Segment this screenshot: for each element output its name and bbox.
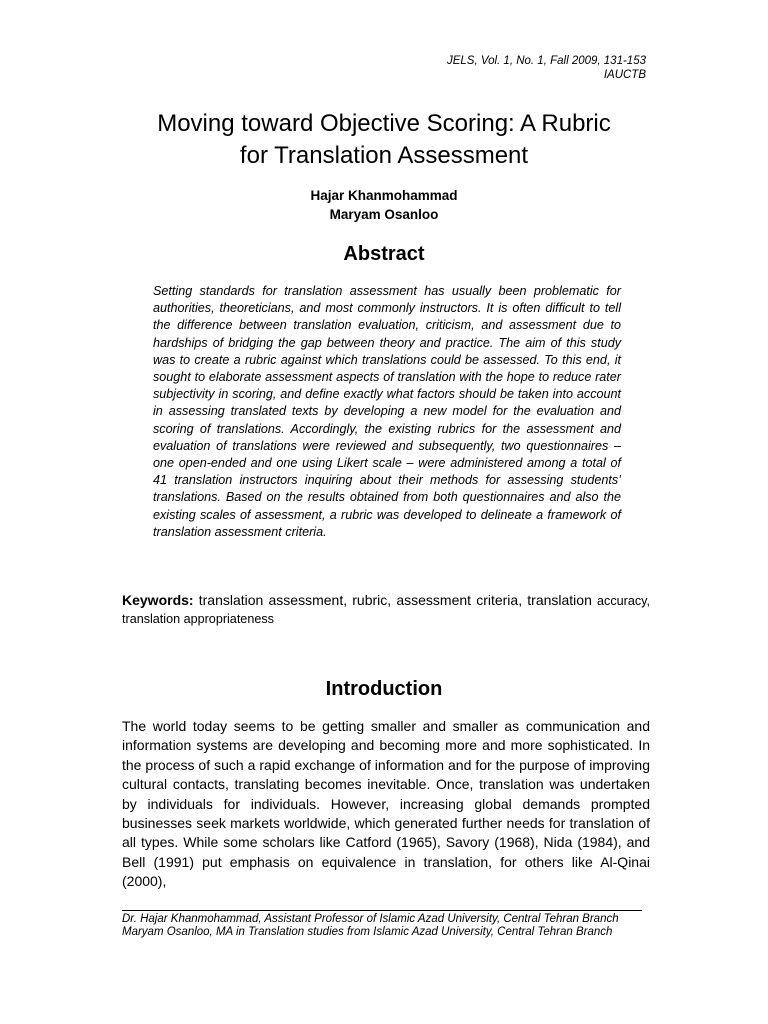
journal-publisher: IAUCTB xyxy=(603,69,646,81)
keywords-label: Keywords: xyxy=(122,592,194,608)
paper-title-line-2: for Translation Assessment xyxy=(239,142,529,169)
keywords-list-first: translation assessment, rubric, assessment criteria, translation xyxy=(198,592,592,608)
footnote-divider xyxy=(122,910,642,911)
footnote: Maryam Osanloo, MA in Translation studies from Islamic Azad University, Central Tehran Branch xyxy=(122,926,613,939)
introduction-text: The world today seems to be getting smaller and smaller as communication and information systems are developing and becoming more and more sophisticated. In the process of such a rapid exchange of information and for the purpose of improving cultural contacts, translating becomes inevitable. Once, translation was undertaken by individuals for individuals. However, increasing global demands prompted businesses seek markets worldwide, which generated further needs for translation of all types. While some scholars like Catford (1965), Savory (1968), Nida (1984), and Bell (1991) put emphasis on equivalence in translation, for others like Al-Qinai (2000), xyxy=(122,718,650,890)
author-list xyxy=(100,186,668,224)
abstract-heading: Abstract xyxy=(343,243,425,265)
keywords-block xyxy=(122,592,650,628)
paper-title xyxy=(100,108,668,172)
abstract-text: Setting standards for translation assessment has usually been problematic for authorities, theoreticians, and most commonly instructors. It is often difficult to tell the difference between translation evaluation, criticism, and assessment due to hardships of bridging the gap between theory and practice. The aim of this study was to create a rubric against which translations could be assessed. To this end, it sought to elaborate assessment aspects of translation with the hope to reduce rater subjectivity in scoring, and define exactly what factors should be taken into account in assessing translated texts by developing a new model for the evaluation and scoring of translations. Accordingly, the existing rubrics for the assessment and evaluation of translations were reviewed and subsequently, two questionnaires – one open-ended and one using Likert scale – were administered among a total of 41 translation instructors inquiring about their methods for assessing students’ translations. Based on the results obtained from both questionnaires and also the existing scales of assessment, a rubric was developed to delineate a framework of translation assessment criteria. xyxy=(153,284,621,539)
paper-title-line-1: Moving toward Objective Scoring: A Rubric xyxy=(157,110,611,137)
footnote: Dr. Hajar Khanmohammad, Assistant Professor of Islamic Azad University, Central Tehran Branch xyxy=(122,913,619,925)
journal-header xyxy=(447,54,646,82)
keywords-list-rest: accuracy, translation appropriateness xyxy=(122,594,650,626)
footnotes xyxy=(122,913,642,940)
author-name: Hajar Khanmohammad xyxy=(310,188,458,203)
introduction-heading: Introduction xyxy=(325,678,443,700)
author-name: Maryam Osanloo xyxy=(329,207,439,222)
journal-citation: JELS, Vol. 1, No. 1, Fall 2009, 131-153 xyxy=(446,55,646,67)
